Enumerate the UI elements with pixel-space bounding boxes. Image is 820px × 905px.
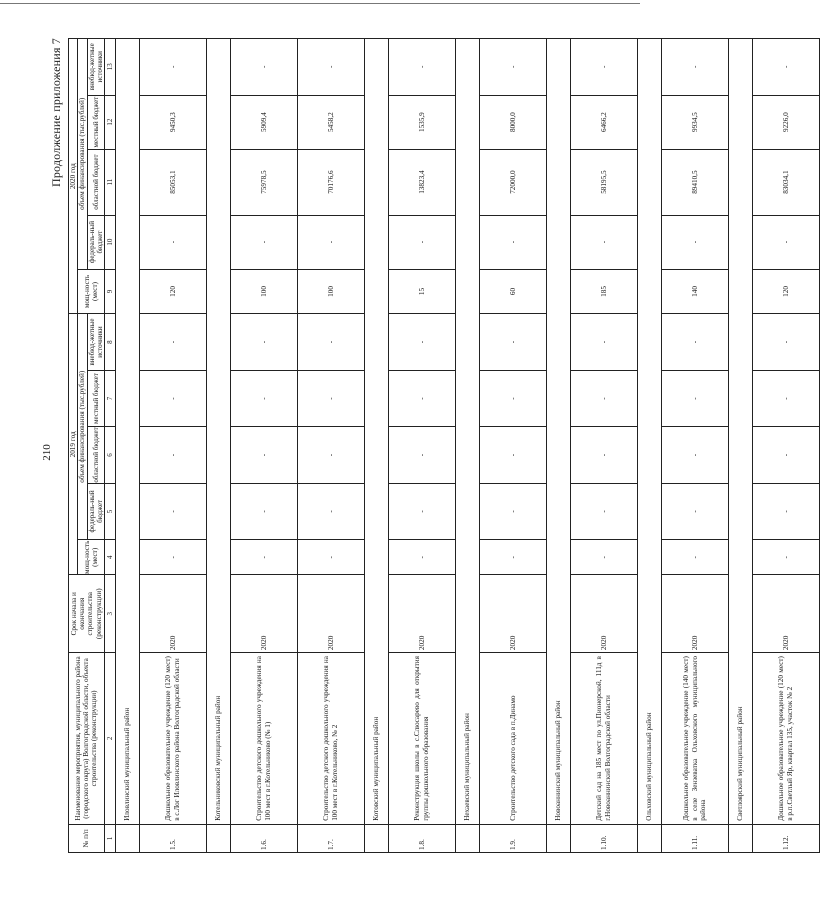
federal-2020-cell: - — [752, 215, 819, 269]
region-name: Котовский муниципальный район — [364, 39, 388, 825]
region-row — [455, 39, 479, 853]
extra-2020-cell: - — [230, 39, 297, 96]
header-local-2019: местный бюджет — [87, 370, 104, 426]
project-name: Реконструкция школы в с.Слюсарево для открытия группы дошкольного образования — [388, 653, 455, 825]
local-2019-cell: - — [479, 370, 546, 426]
extra-2019-cell: - — [661, 314, 728, 370]
local-2020-cell: 8000,0 — [479, 95, 546, 149]
local-2020-cell: 9934,5 — [661, 95, 728, 149]
header-regional-2019: областной бюджет — [87, 427, 104, 483]
col-number: 13 — [104, 39, 115, 96]
header-local-2020: местный бюджет — [87, 95, 104, 149]
extra-2020-cell: - — [570, 39, 637, 96]
table-body — [115, 39, 819, 853]
local-2020-cell: 6466,2 — [570, 95, 637, 149]
capacity-2019-cell: - — [752, 540, 819, 575]
regional-2020-cell: 75978,5 — [230, 149, 297, 215]
local-2019-cell: - — [570, 370, 637, 426]
extra-2020-cell: - — [388, 39, 455, 96]
row-index: 1.6. — [230, 824, 297, 852]
row-index: 1.7. — [297, 824, 364, 852]
col-number: 8 — [104, 314, 115, 370]
header-year-2019: 2019 год — [69, 314, 78, 575]
term-cell: 2020 — [388, 575, 455, 653]
col-number: 3 — [104, 575, 115, 653]
project-name: Дошкольное образовательное учреждение (120 мест) в с.Лог Иловлинского района Волгоградской области — [139, 653, 206, 825]
federal-2020-cell: - — [297, 215, 364, 269]
extra-2019-cell: - — [388, 314, 455, 370]
term-cell: 2020 — [139, 575, 206, 653]
region-spacer — [637, 824, 661, 852]
local-2020-cell: 1535,9 — [388, 95, 455, 149]
col-number: 6 — [104, 427, 115, 483]
project-name: Дошкольное образовательное учреждение (120 мест) в р.п.Светлый Яр, квартал 135, участок № 2 — [752, 653, 819, 825]
extra-2019-cell: - — [752, 314, 819, 370]
header-regional-2020: областной бюджет — [87, 149, 104, 215]
construction-table — [68, 38, 820, 853]
local-2019-cell: - — [661, 370, 728, 426]
row-index: 1.5. — [139, 824, 206, 852]
header-year-2020: 2020 год — [69, 39, 78, 314]
project-name: Дошкольное образовательное учреждение (140 мест) в селе Зензеватка Ольховского муниципального района — [661, 653, 728, 825]
federal-2019-cell: - — [230, 483, 297, 539]
local-2020-cell: 9226,0 — [752, 95, 819, 149]
term-cell: 2020 — [297, 575, 364, 653]
federal-2020-cell: - — [139, 215, 206, 269]
regional-2020-cell: 72000,0 — [479, 149, 546, 215]
local-2019-cell: - — [388, 370, 455, 426]
project-row — [230, 39, 297, 853]
local-2019-cell: - — [230, 370, 297, 426]
regional-2020-cell: 58195,5 — [570, 149, 637, 215]
col-number: 10 — [104, 215, 115, 269]
regional-2019-cell: - — [752, 427, 819, 483]
header-number: № п/п — [69, 824, 105, 852]
project-name: Строительство детского сада в п.Динамо — [479, 653, 546, 825]
regional-2020-cell: 83034,1 — [752, 149, 819, 215]
extra-2019-cell: - — [139, 314, 206, 370]
project-row — [752, 39, 819, 853]
capacity-2020-cell: 120 — [752, 269, 819, 314]
extra-2019-cell: - — [297, 314, 364, 370]
project-name: Строительство детского дошкольного учреждения на 100 мест в г.Котельниково (№ 1) — [230, 653, 297, 825]
project-row — [661, 39, 728, 853]
header-federal-2019: федераль-ный бюджет — [87, 483, 104, 539]
federal-2019-cell: - — [479, 483, 546, 539]
extra-2020-cell: - — [479, 39, 546, 96]
table-header — [69, 39, 116, 853]
row-index: 1.10. — [570, 824, 637, 852]
regional-2020-cell: 85053,1 — [139, 149, 206, 215]
region-spacer — [546, 824, 570, 852]
capacity-2020-cell: 15 — [388, 269, 455, 314]
region-row — [546, 39, 570, 853]
col-number: 4 — [104, 540, 115, 575]
header-funding-2020: объем финансирования (тыс.рублей) — [78, 39, 87, 270]
regional-2019-cell: - — [139, 427, 206, 483]
region-spacer — [364, 824, 388, 852]
project-row — [388, 39, 455, 853]
region-name: Светлоярский муниципальный район — [728, 39, 752, 825]
project-name: Строительство детского дошкольного учреждения на 100 мест в г.Котельниково, № 2 — [297, 653, 364, 825]
regional-2020-cell: 89410,5 — [661, 149, 728, 215]
federal-2019-cell: - — [388, 483, 455, 539]
capacity-2020-cell: 100 — [297, 269, 364, 314]
federal-2020-cell: - — [230, 215, 297, 269]
federal-2020-cell: - — [661, 215, 728, 269]
header-federal-2020: федераль-ный бюджет — [87, 215, 104, 269]
col-number: 7 — [104, 370, 115, 426]
federal-2019-cell: - — [139, 483, 206, 539]
region-row — [637, 39, 661, 853]
extra-2019-cell: - — [479, 314, 546, 370]
header-capacity-2020: мощ-ность (мест) — [78, 269, 104, 314]
regional-2020-cell: 13823,4 — [388, 149, 455, 215]
extra-2019-cell: - — [570, 314, 637, 370]
row-index: 1.8. — [388, 824, 455, 852]
regional-2019-cell: - — [388, 427, 455, 483]
region-row — [115, 39, 139, 853]
extra-2020-cell: - — [139, 39, 206, 96]
capacity-2019-cell: - — [139, 540, 206, 575]
header-capacity-2019: мощ-ность (мест) — [78, 540, 104, 575]
federal-2019-cell: - — [297, 483, 364, 539]
appendix-caption: Продолжение приложения 7 — [49, 38, 63, 188]
capacity-2019-cell: - — [388, 540, 455, 575]
row-index: 1.9. — [479, 824, 546, 852]
federal-2020-cell: - — [388, 215, 455, 269]
regional-2019-cell: - — [230, 427, 297, 483]
term-cell: 2020 — [661, 575, 728, 653]
col-number: 9 — [104, 269, 115, 314]
col-number: 5 — [104, 483, 115, 539]
regional-2020-cell: 70176,6 — [297, 149, 364, 215]
header-term: Срок начала и окончания строительства (реконструкции) — [69, 575, 105, 653]
header-extra-2019: внебюд-жетные источники — [87, 314, 104, 370]
term-cell: 2020 — [752, 575, 819, 653]
col-number: 12 — [104, 95, 115, 149]
extra-2020-cell: - — [752, 39, 819, 96]
local-2019-cell: - — [297, 370, 364, 426]
local-2019-cell: - — [752, 370, 819, 426]
col-number: 2 — [104, 653, 115, 825]
regional-2019-cell: - — [297, 427, 364, 483]
term-cell: 2020 — [479, 575, 546, 653]
term-cell: 2020 — [570, 575, 637, 653]
region-row — [206, 39, 230, 853]
region-row — [364, 39, 388, 853]
capacity-2019-cell: - — [297, 540, 364, 575]
header-funding-2019: объем финансирования (тыс.рублей) — [78, 314, 87, 540]
page-number: 210 — [41, 444, 53, 461]
federal-2020-cell: - — [570, 215, 637, 269]
federal-2020-cell: - — [479, 215, 546, 269]
capacity-2019-cell: - — [479, 540, 546, 575]
row-index: 1.11. — [661, 824, 728, 852]
project-name: Детский сад на 185 мест по ул.Пионерской, 111д в г.Новоаннинский Волгоградской области — [570, 653, 637, 825]
regional-2019-cell: - — [479, 427, 546, 483]
region-spacer — [115, 824, 139, 852]
local-2020-cell: 5458,2 — [297, 95, 364, 149]
col-number: 1 — [104, 824, 115, 852]
local-2020-cell: 9450,3 — [139, 95, 206, 149]
capacity-2019-cell: - — [230, 540, 297, 575]
capacity-2020-cell: 60 — [479, 269, 546, 314]
extra-2020-cell: - — [661, 39, 728, 96]
region-spacer — [455, 824, 479, 852]
region-spacer — [206, 824, 230, 852]
extra-2019-cell: - — [230, 314, 297, 370]
regional-2019-cell: - — [570, 427, 637, 483]
project-row — [479, 39, 546, 853]
header-name: Наименование мероприятия, муниципального района (городского округа) Волгоградской области, объекта строительства (реконструкции) — [69, 653, 105, 825]
col-number: 11 — [104, 149, 115, 215]
local-2019-cell: - — [139, 370, 206, 426]
region-name: Нехаевский муниципальный район — [455, 39, 479, 825]
region-name: Ольховский муниципальный район — [637, 39, 661, 825]
project-row — [297, 39, 364, 853]
extra-2020-cell: - — [297, 39, 364, 96]
federal-2019-cell: - — [752, 483, 819, 539]
region-name: Котельниковский муниципальный район — [206, 39, 230, 825]
regional-2019-cell: - — [661, 427, 728, 483]
region-name: Новоаннинский муниципальный район — [546, 39, 570, 825]
row-index: 1.12. — [752, 824, 819, 852]
federal-2019-cell: - — [661, 483, 728, 539]
capacity-2020-cell: 120 — [139, 269, 206, 314]
federal-2019-cell: - — [570, 483, 637, 539]
capacity-2019-cell: - — [570, 540, 637, 575]
capacity-2020-cell: 185 — [570, 269, 637, 314]
term-cell: 2020 — [230, 575, 297, 653]
header-extra-2020: внебюд-жетные источники — [87, 39, 104, 96]
region-spacer — [728, 824, 752, 852]
capacity-2020-cell: 100 — [230, 269, 297, 314]
project-row — [570, 39, 637, 853]
capacity-2020-cell: 140 — [661, 269, 728, 314]
project-row — [139, 39, 206, 853]
local-2020-cell: 5909,4 — [230, 95, 297, 149]
capacity-2019-cell: - — [661, 540, 728, 575]
region-name: Иловлинский муниципальный район — [115, 39, 139, 825]
region-row — [728, 39, 752, 853]
